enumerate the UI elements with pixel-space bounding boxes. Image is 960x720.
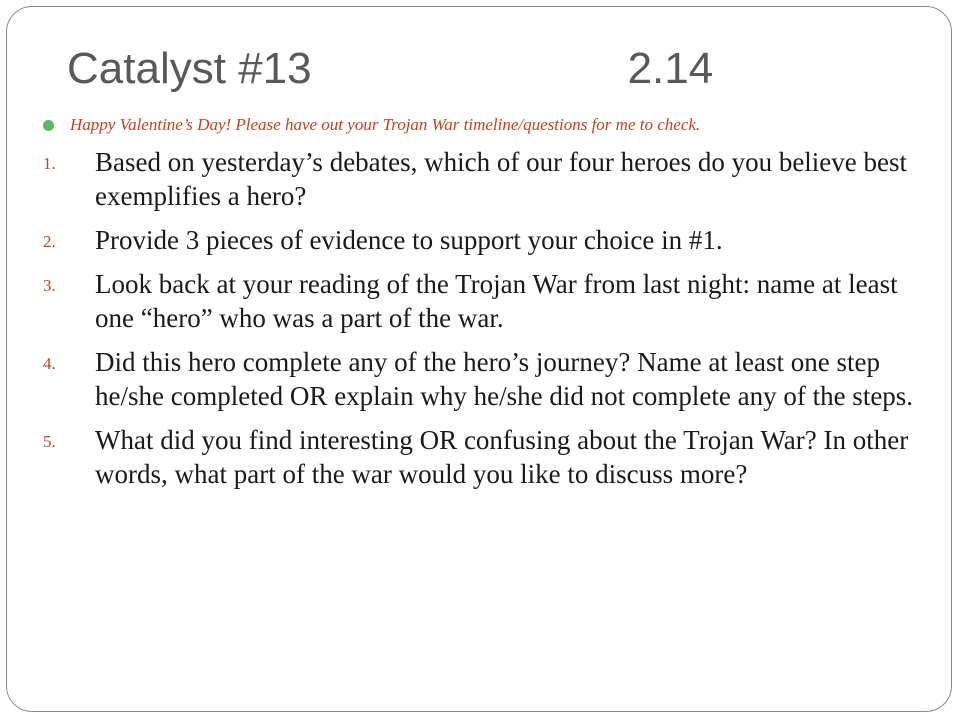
- question-item: [43, 345, 923, 413]
- valentine-note: Happy Valentine’s Day! Please have out your Trojan War timeline/questions for me to check.: [70, 115, 701, 134]
- green-dot-bullet-icon: [43, 120, 54, 131]
- title-text: Catalyst #13: [67, 44, 312, 93]
- question-item: [43, 145, 923, 213]
- question-text: Based on yesterday’s debates, which of our four heroes do you believe best exemplifies a hero?: [95, 147, 908, 211]
- title-date: 2.14: [627, 44, 714, 93]
- slide-content: [43, 115, 923, 501]
- question-text: Look back at your reading of the Trojan War from last night: name at least one “hero” who was a part of the war.: [95, 269, 898, 333]
- question-text: Did this hero complete any of the hero’s journey? Name at least one step he/she completed OR explain why he/she did not complete any of the steps.: [95, 347, 914, 411]
- slide-title: [67, 45, 713, 93]
- question-number: 2.: [43, 232, 56, 251]
- question-number: 5.: [43, 432, 56, 451]
- question-item: [43, 423, 923, 491]
- question-text: What did you find interesting OR confusing about the Trojan War? In other words, what part of the war would you like to discuss more?: [95, 425, 909, 489]
- question-number: 4.: [43, 354, 56, 373]
- question-number: 1.: [43, 154, 56, 173]
- question-item: [43, 223, 923, 257]
- question-list: [43, 145, 923, 491]
- question-item: [43, 267, 923, 335]
- question-text: Provide 3 pieces of evidence to support your choice in #1.: [95, 225, 723, 255]
- question-number: 3.: [43, 276, 56, 295]
- note-row: [43, 115, 923, 135]
- slide-frame: [6, 6, 952, 712]
